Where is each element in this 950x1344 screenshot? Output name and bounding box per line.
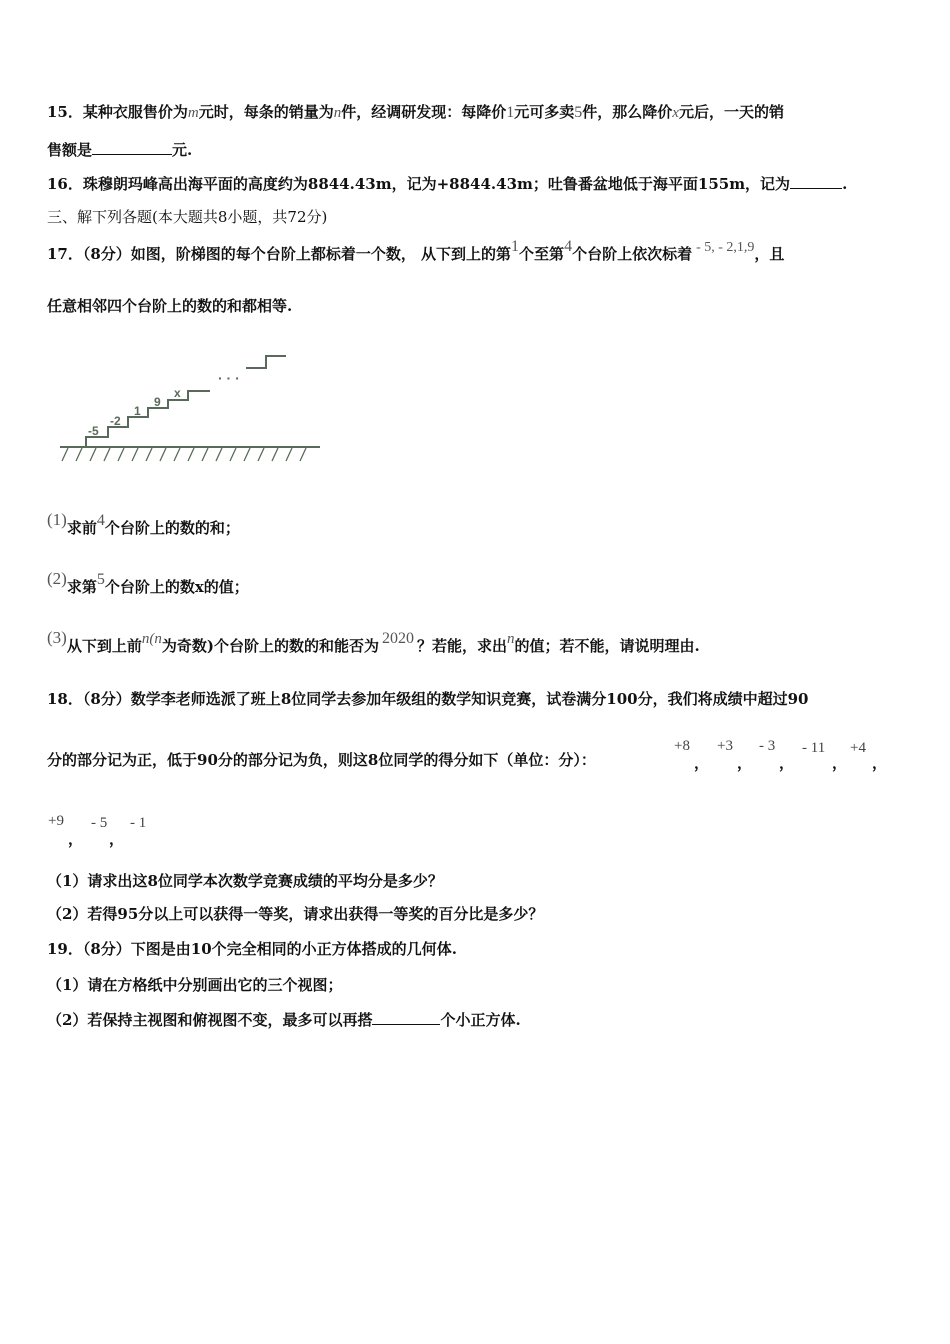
score-3: - 3 (759, 738, 776, 754)
var-n: n (333, 105, 342, 121)
q15-number: 15． (47, 103, 83, 121)
answer-blank[interactable] (92, 140, 172, 155)
q19-line1: 19．（8分）下图是由10个完全相同的小正方体搭成的几何体. (47, 940, 457, 958)
stair-steps (86, 391, 210, 447)
step-label-4: 9 (154, 395, 161, 409)
step-label-1: -5 (88, 424, 99, 438)
step-label-5: x (174, 386, 181, 400)
section-title: 三、解下列各题(本大题共8小题，共72分) (47, 208, 328, 226)
score-6: +9 (48, 813, 64, 829)
q19-sub2: （2）若保持主视图和俯视图不变，最多可以再搭 个小正方体. (47, 1011, 521, 1029)
score-2: +3 (717, 738, 733, 754)
ground-hatching (62, 448, 306, 461)
q17-line2: 任意相邻四个台阶上的数的和都相等. (47, 297, 293, 315)
q17-sub2: (2)求第5个台阶上的数x的值； (47, 569, 249, 596)
continuation-dots: · · · (218, 370, 240, 386)
q18-line2: 分的部分记为正，低于90分的部分记为负，则这8位同学的得分如下（单位：分）： (47, 751, 596, 769)
q19-sub1: （1）请在方格纸中分别画出它的三个视图； (47, 976, 343, 994)
num-1: 1 (506, 104, 515, 121)
answer-blank[interactable] (372, 1010, 440, 1025)
num-5: 5 (574, 104, 583, 121)
score-7: - 5 (91, 815, 108, 831)
q18-sub1: （1）请求出这8位同学本次数学竞赛成绩的平均分是多少？ (47, 872, 443, 890)
step-label-2: -2 (110, 414, 121, 428)
score-4: - 11 (802, 740, 826, 756)
score-1: +8 (674, 738, 690, 754)
staircase-figure (60, 345, 322, 465)
q18-sub2: （2）若得95分以上可以获得一等奖，请求出获得一等奖的百分比是多少？ (47, 905, 544, 923)
q17-line1: 17．（8分）如图，阶梯图的每个台阶上都标着一个数， 从下到上的第1个至第4个台阶上依次标着 - 5, - 2,1,9，且 (47, 238, 785, 263)
q15-line2: 售额是 元. (47, 141, 193, 159)
q17-sub1: (1)求前4个台阶上的数的和； (47, 510, 240, 537)
q16-line: 16．珠穆朗玛峰高出海平面的高度约为8844.43m，记为+8844.43m；吐鲁番盆地低于海平面155m，记为 . (47, 175, 848, 193)
score-5: +4 (850, 740, 866, 756)
sequence: - 5, - 2,1,9 (696, 240, 755, 255)
answer-blank[interactable] (790, 174, 842, 189)
score-8: - 1 (130, 815, 147, 831)
upper-steps (246, 356, 286, 368)
var-x: x (672, 105, 679, 121)
q18-line1: 18．（8分）数学李老师选派了班上8位同学去参加年级组的数学知识竞赛，试卷满分100分，我们将成绩中超过90 (47, 690, 809, 708)
var-m: m (187, 105, 199, 121)
step-label-3: 1 (134, 404, 141, 418)
q15-line1: 15．某种衣服售价为m元时，每条的销量为n件，经调研发现：每降价1元可多卖5件，那么降价x元后，一天的销 (47, 103, 784, 121)
q17-sub3: (3)从下到上前n(n为奇数)个台阶上的数的和能否为 2020 ？若能，求出n的值；若不能，请说明理由. (47, 628, 700, 655)
